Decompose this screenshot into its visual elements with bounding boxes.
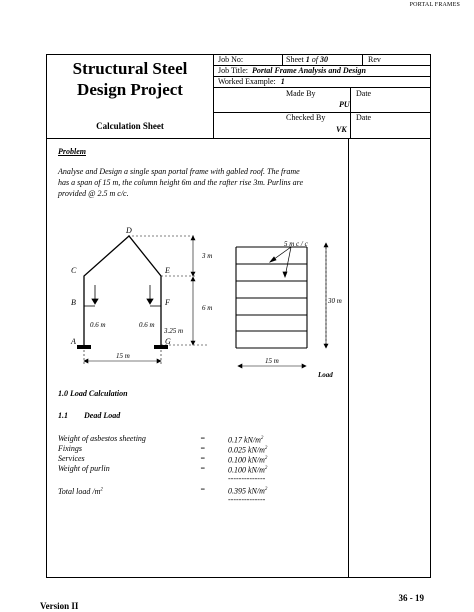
project-title-line-2: Design Project [77, 80, 183, 99]
version-label: Version II [40, 601, 79, 611]
load-label: Load [318, 371, 333, 379]
made-by-value: PU [339, 100, 350, 109]
load-row: Weight of purlin = 0.100 $kN/m^2$ [58, 464, 268, 475]
dim-column: 6 m [202, 304, 213, 312]
dim-rise: 3 m [202, 252, 213, 260]
section-heading: 1.0 Load Calculation [58, 389, 128, 398]
label-f: F [165, 298, 170, 307]
header-tag: PORTAL FRAMES [409, 2, 460, 8]
made-by-label: Made By [286, 89, 316, 98]
purlin-plan [236, 247, 307, 348]
spacing-leaders [270, 247, 291, 277]
dim-span: 15 m [116, 352, 130, 360]
support-a [77, 345, 91, 349]
separator-row: -------------- [228, 495, 266, 504]
separator-row: -------------- [228, 474, 266, 483]
sheet-info: Sheet 1 of 30 [286, 55, 329, 64]
subsection-heading: 1.1 Dead Load [58, 411, 121, 420]
checked-by-label: Checked By [286, 113, 326, 122]
purlin-height: 30 m [328, 297, 342, 305]
page-number: 36 - 19 [398, 593, 424, 603]
label-e: E [165, 266, 170, 275]
job-title: Job Title: Portal Frame Analysis and Design [218, 66, 366, 75]
purlin-spacing: 5 m c / c [284, 240, 308, 248]
drawing-labels [70, 226, 342, 379]
label-a: A [71, 337, 76, 346]
problem-heading: Problem [58, 147, 86, 156]
label-g: G [165, 337, 171, 346]
project-title-line-1: Structural Steel [72, 59, 188, 78]
dim-f-offset: 0.6 m [139, 321, 155, 329]
worked-example: Worked Example: 1 [218, 77, 285, 86]
dim-b-offset: 0.6 m [90, 321, 106, 329]
problem-text: Analyse and Design a single span portal frame with gabled roof. The frame has a span of 15 m, the column height 6m and the rafter rise 3m. Purlins are provided @ 2.5 m c/c. [58, 167, 304, 198]
total-row: Total load $/m^2$ = 0.395 $kN/m^2$ [58, 485, 268, 496]
dead-load-table [58, 433, 348, 504]
checked-by-value: VK [336, 125, 347, 134]
date-label: Date [356, 89, 372, 98]
label-b: B [71, 298, 76, 307]
dim-fg: 3.25 m [164, 327, 184, 335]
rev-label: Rev [368, 55, 381, 64]
label-c: C [71, 266, 77, 275]
load-row: Weight of asbestos sheeting = 0.17 $kN/m^2$ [58, 434, 264, 445]
job-no-label: Job No: [218, 55, 244, 64]
sheet-subtitle: Calculation Sheet [96, 121, 164, 131]
point-loads [84, 285, 161, 312]
load-row: Fixings = 0.025 $kN/m^2$ [58, 444, 268, 455]
purlin-width: 15 m [265, 357, 279, 365]
load-row: Services = 0.100 $kN/m^2$ [58, 454, 268, 465]
date-label: Date [356, 113, 372, 122]
label-d: D [126, 226, 132, 235]
